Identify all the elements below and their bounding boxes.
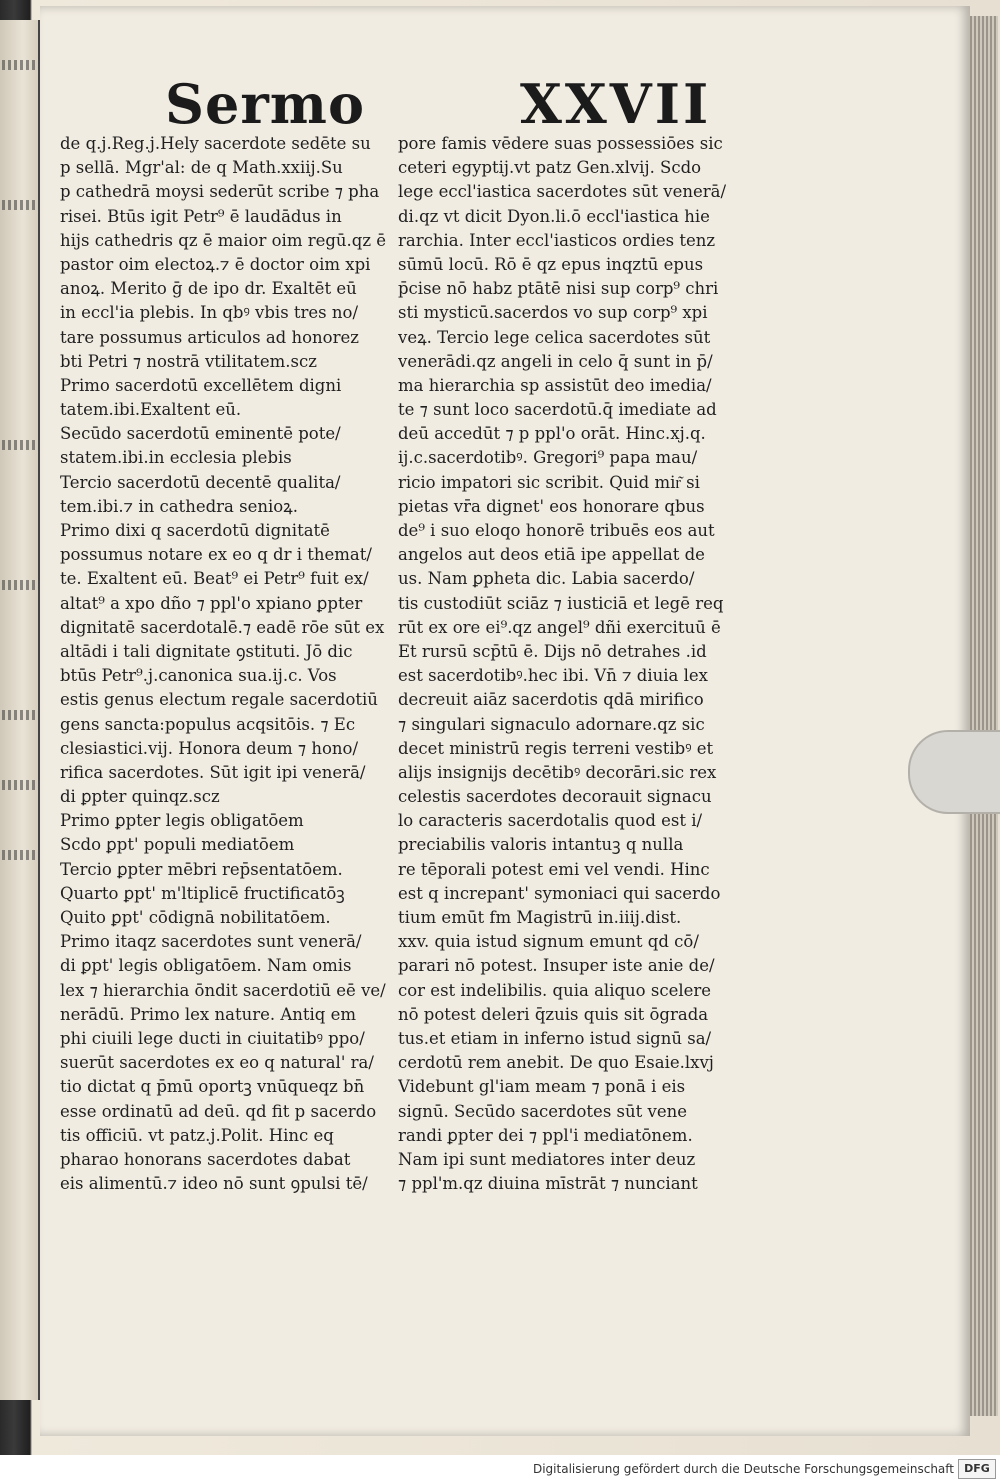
adjacent-page-edge bbox=[0, 20, 40, 1400]
text-line: p̄cise nō habz ptātē nisi sup corp⁹ chri bbox=[398, 279, 719, 299]
text-line: te. Exaltent eū. Beat⁹ ei Petr⁹ fuit ex/ bbox=[60, 569, 369, 589]
text-line: rarchia. Inter eccl'iasticos ordies tenz bbox=[398, 230, 716, 250]
dfg-logo: DFG bbox=[958, 1459, 996, 1479]
funding-notice: Digitalisierung gefördert durch die Deutsche Forschungsgemeinschaft bbox=[532, 1462, 954, 1476]
right-text-column bbox=[398, 132, 768, 1196]
text-line: nerādū. Primo lex nature. Antiq em bbox=[60, 1004, 357, 1024]
text-line: venerādi.qz angeli in celo q̄ sunt in p̄/ bbox=[398, 351, 713, 371]
text-line: preciabilis valoris intantuꝫ q nulla bbox=[398, 835, 684, 855]
text-line: pietas vr̄a dignet' eos honorare qbus bbox=[398, 496, 705, 516]
text-line: re tēporali potest emi vel vendi. Hinc bbox=[398, 859, 710, 879]
left-text-column bbox=[60, 132, 410, 1196]
text-line: tus.et etiam in inferno istud signū sa/ bbox=[398, 1028, 712, 1048]
text-line: sti mysticū.sacerdos vo sup corp⁹ xpi bbox=[398, 303, 708, 323]
text-line: dignitatē sacerdotalē.⁊ eadē rōe sūt ex bbox=[60, 617, 385, 637]
text-line: decet ministrū regis terreni vestibꝰ et bbox=[398, 738, 714, 758]
text-line: Tercio sacerdotū decentē qualita/ bbox=[60, 472, 341, 492]
text-line: tare possumus articulos ad honorez bbox=[60, 327, 359, 347]
text-line: tis custodiūt sciāz ⁊ iusticiā et legē req bbox=[398, 593, 724, 613]
text-line: tatem.ibi.Exaltent eū. bbox=[60, 400, 242, 420]
text-line: suerūt sacerdotes ex eo q natural' ra/ bbox=[60, 1053, 374, 1073]
text-line: tem.ibi.⁊ in cathedra senioꝝ. bbox=[60, 496, 298, 516]
page-stack-edge bbox=[970, 16, 998, 1416]
text-line: di ꝑpter quinqz.scz bbox=[60, 787, 220, 807]
text-line: risei. Btūs igit Petr⁹ ē laudādus in bbox=[60, 206, 342, 226]
text-line: tium emūt fm Magistrū in.iiij.dist. bbox=[398, 908, 682, 927]
text-line: clesiastici.vij. Honora deum ⁊ hono/ bbox=[60, 738, 359, 758]
text-line: Primo itaqz sacerdotes sunt venerā/ bbox=[60, 932, 362, 952]
text-line: Quito ꝑpt' cōdignā nobilitatōem. bbox=[60, 908, 331, 927]
text-line: esse ordinatū ad deū. qd fit p sacerdo bbox=[60, 1101, 377, 1121]
text-line: lo caracteris sacerdotalis quod est i/ bbox=[398, 811, 703, 831]
text-line: ceteri egyptij.vt patz Gen.xlvij. Scdo bbox=[398, 158, 702, 178]
text-line: cerdotū rem anebit. De quo Esaie.lxvj bbox=[398, 1053, 714, 1073]
text-line: eis alimentū.⁊ ideo nō sunt ꝯpulsi tē/ bbox=[60, 1174, 368, 1194]
book-clamp bbox=[908, 730, 1000, 814]
text-line: gens sancta:populus acqsitōis. ⁊ Ec bbox=[60, 714, 356, 734]
text-line: decreuit aiāz sacerdotis qdā mirifico bbox=[398, 690, 704, 710]
text-line: di.qz vt dicit Dyon.li.ō eccl'iastica hie bbox=[398, 206, 710, 226]
text-line: angelos aut deos etiā ipe appellat de bbox=[398, 545, 705, 565]
text-line: cor est indelibilis. quia aliquo scelere bbox=[398, 980, 712, 1000]
text-line: bti Petri ⁊ nostrā vtilitatem.scz bbox=[60, 351, 317, 371]
text-line: Primo ꝑpter legis obligatōem bbox=[60, 811, 304, 831]
text-line: tis officiū. vt patz.j.Polit. Hinc eq bbox=[60, 1125, 334, 1145]
text-line: lex ⁊ hierarchia ōndit sacerdotiū eē ve/ bbox=[60, 980, 386, 1000]
text-line: xxv. quia istud signum emunt qd cō/ bbox=[398, 932, 699, 952]
text-line: est sacerdotibꝰ.hec ibi. Vn̄ ⁊ diuia lex bbox=[398, 666, 708, 686]
text-line: de⁹ i suo eloqo honorē tribuēs eos aut bbox=[398, 521, 715, 540]
text-line: p cathedrā moysi sederūt scribe ⁊ pha bbox=[60, 182, 380, 202]
text-line: Primo dixi q sacerdotū dignitatē bbox=[60, 521, 330, 540]
text-line: possumus notare ex eo q dr i themat/ bbox=[60, 545, 372, 565]
text-line: di ꝑpt' legis obligatōem. Nam omis bbox=[60, 956, 352, 976]
text-line: est q increpant' symoniaci qui sacerdo bbox=[398, 883, 721, 903]
text-line: rūt ex ore ei⁹.qz angel⁹ dñi exercituū ē bbox=[398, 617, 721, 637]
text-line: de q.j.Reg.j.Hely sacerdote sedēte su bbox=[60, 134, 371, 153]
text-line: statem.ibi.in ecclesia plebis bbox=[60, 448, 292, 468]
text-line: pore famis vēdere suas possessiōes sic bbox=[398, 134, 723, 153]
text-line: randi ꝑpter dei ⁊ ppl'i mediatōnem. bbox=[398, 1125, 693, 1145]
text-line: hijs cathedris qz ē maior oim regū.qz ē bbox=[60, 230, 387, 250]
text-line: Secūdo sacerdotū eminentē pote/ bbox=[60, 424, 341, 444]
sermon-number: XXVII bbox=[520, 72, 712, 136]
text-line: us. Nam ꝑpheta dic. Labia sacerdo/ bbox=[398, 569, 695, 589]
text-line: ma hierarchia sp assistūt deo imedia/ bbox=[398, 375, 712, 395]
text-line: Et rursū scp̄tū ē. Dijs nō detrahes .id bbox=[398, 641, 707, 661]
text-line: Quarto ꝑpt' m'ltiplicē fructificatōꝫ bbox=[60, 883, 345, 903]
text-line: rifica sacerdotes. Sūt igit ipi venerā/ bbox=[60, 762, 366, 782]
text-line: Tercio ꝑpter mēbri rep̄sentatōem. bbox=[60, 859, 343, 879]
text-line: anoꝝ. Merito ḡ de ipo dr. Exaltēt eū bbox=[60, 279, 357, 299]
text-line: sūmū locū. Rō ē qz epus inqztū epus bbox=[398, 254, 704, 274]
text-line: p sellā. Mgr'al: de q Math.xxiij.Su bbox=[60, 158, 343, 178]
text-line: Videbunt gl'iam meam ⁊ ponā i eis bbox=[398, 1077, 686, 1097]
text-line: altādi i tali dignitate ꝯstituti. Jō dic bbox=[60, 641, 353, 661]
text-line: in eccl'ia plebis. In qbꝰ vbis tres no/ bbox=[60, 303, 359, 323]
text-line: ij.c.sacerdotibꝰ. Gregori⁹ papa mau/ bbox=[398, 448, 698, 468]
text-line: nō potest deleri q̄zuis quis sit ōgrada bbox=[398, 1004, 709, 1024]
text-line: signū. Secūdo sacerdotes sūt vene bbox=[398, 1101, 687, 1121]
text-line: Scdo ꝑpt' populi mediatōem bbox=[60, 835, 295, 855]
text-line: parari nō potest. Insuper iste anie de/ bbox=[398, 956, 715, 976]
text-line: celestis sacerdotes decorauit signacu bbox=[398, 787, 712, 807]
text-line: deū accedūt ⁊ p ppl'o orāt. Hinc.xj.q. bbox=[398, 424, 706, 444]
text-line: Primo sacerdotū excellētem digni bbox=[60, 375, 342, 395]
text-line: ricio impatori sic scribit. Quid mir͂ si bbox=[398, 472, 700, 492]
text-line: pastor oim electoꝝ.⁊ ē doctor oim xpi bbox=[60, 254, 371, 274]
text-line: alijs insignijs decētibꝰ decorāri.sic rex bbox=[398, 762, 717, 782]
text-line: estis genus electum regale sacerdotiū bbox=[60, 690, 378, 710]
text-line: ⁊ singulari signaculo adornare.qz sic bbox=[398, 714, 705, 734]
running-title: Sermo bbox=[165, 72, 365, 136]
text-line: pharao honorans sacerdotes dabat bbox=[60, 1149, 351, 1169]
text-line: veꝝ. Tercio lege celica sacerdotes sūt bbox=[398, 327, 711, 347]
text-line: ⁊ ppl'm.qz diuina mīstrāt ⁊ nunciant bbox=[398, 1174, 698, 1194]
text-line: phi ciuili lege ducti in ciuitatibꝰ ppo/ bbox=[60, 1028, 365, 1048]
text-line: lege eccl'iastica sacerdotes sūt venerā/ bbox=[398, 182, 727, 202]
text-line: btūs Petr⁹.j.canonica sua.ij.c. Vos bbox=[60, 666, 337, 686]
text-line: altat⁹ a xpo dño ⁊ ppl'o xpiano ꝑpter bbox=[60, 593, 363, 613]
text-line: te ⁊ sunt loco sacerdotū.q̄ imediate ad bbox=[398, 400, 717, 420]
text-line: tio dictat q p̄mū oportꝫ vnūqueqz bn̄ bbox=[60, 1077, 365, 1097]
text-line: Nam ipi sunt mediatores inter deuz bbox=[398, 1149, 696, 1169]
